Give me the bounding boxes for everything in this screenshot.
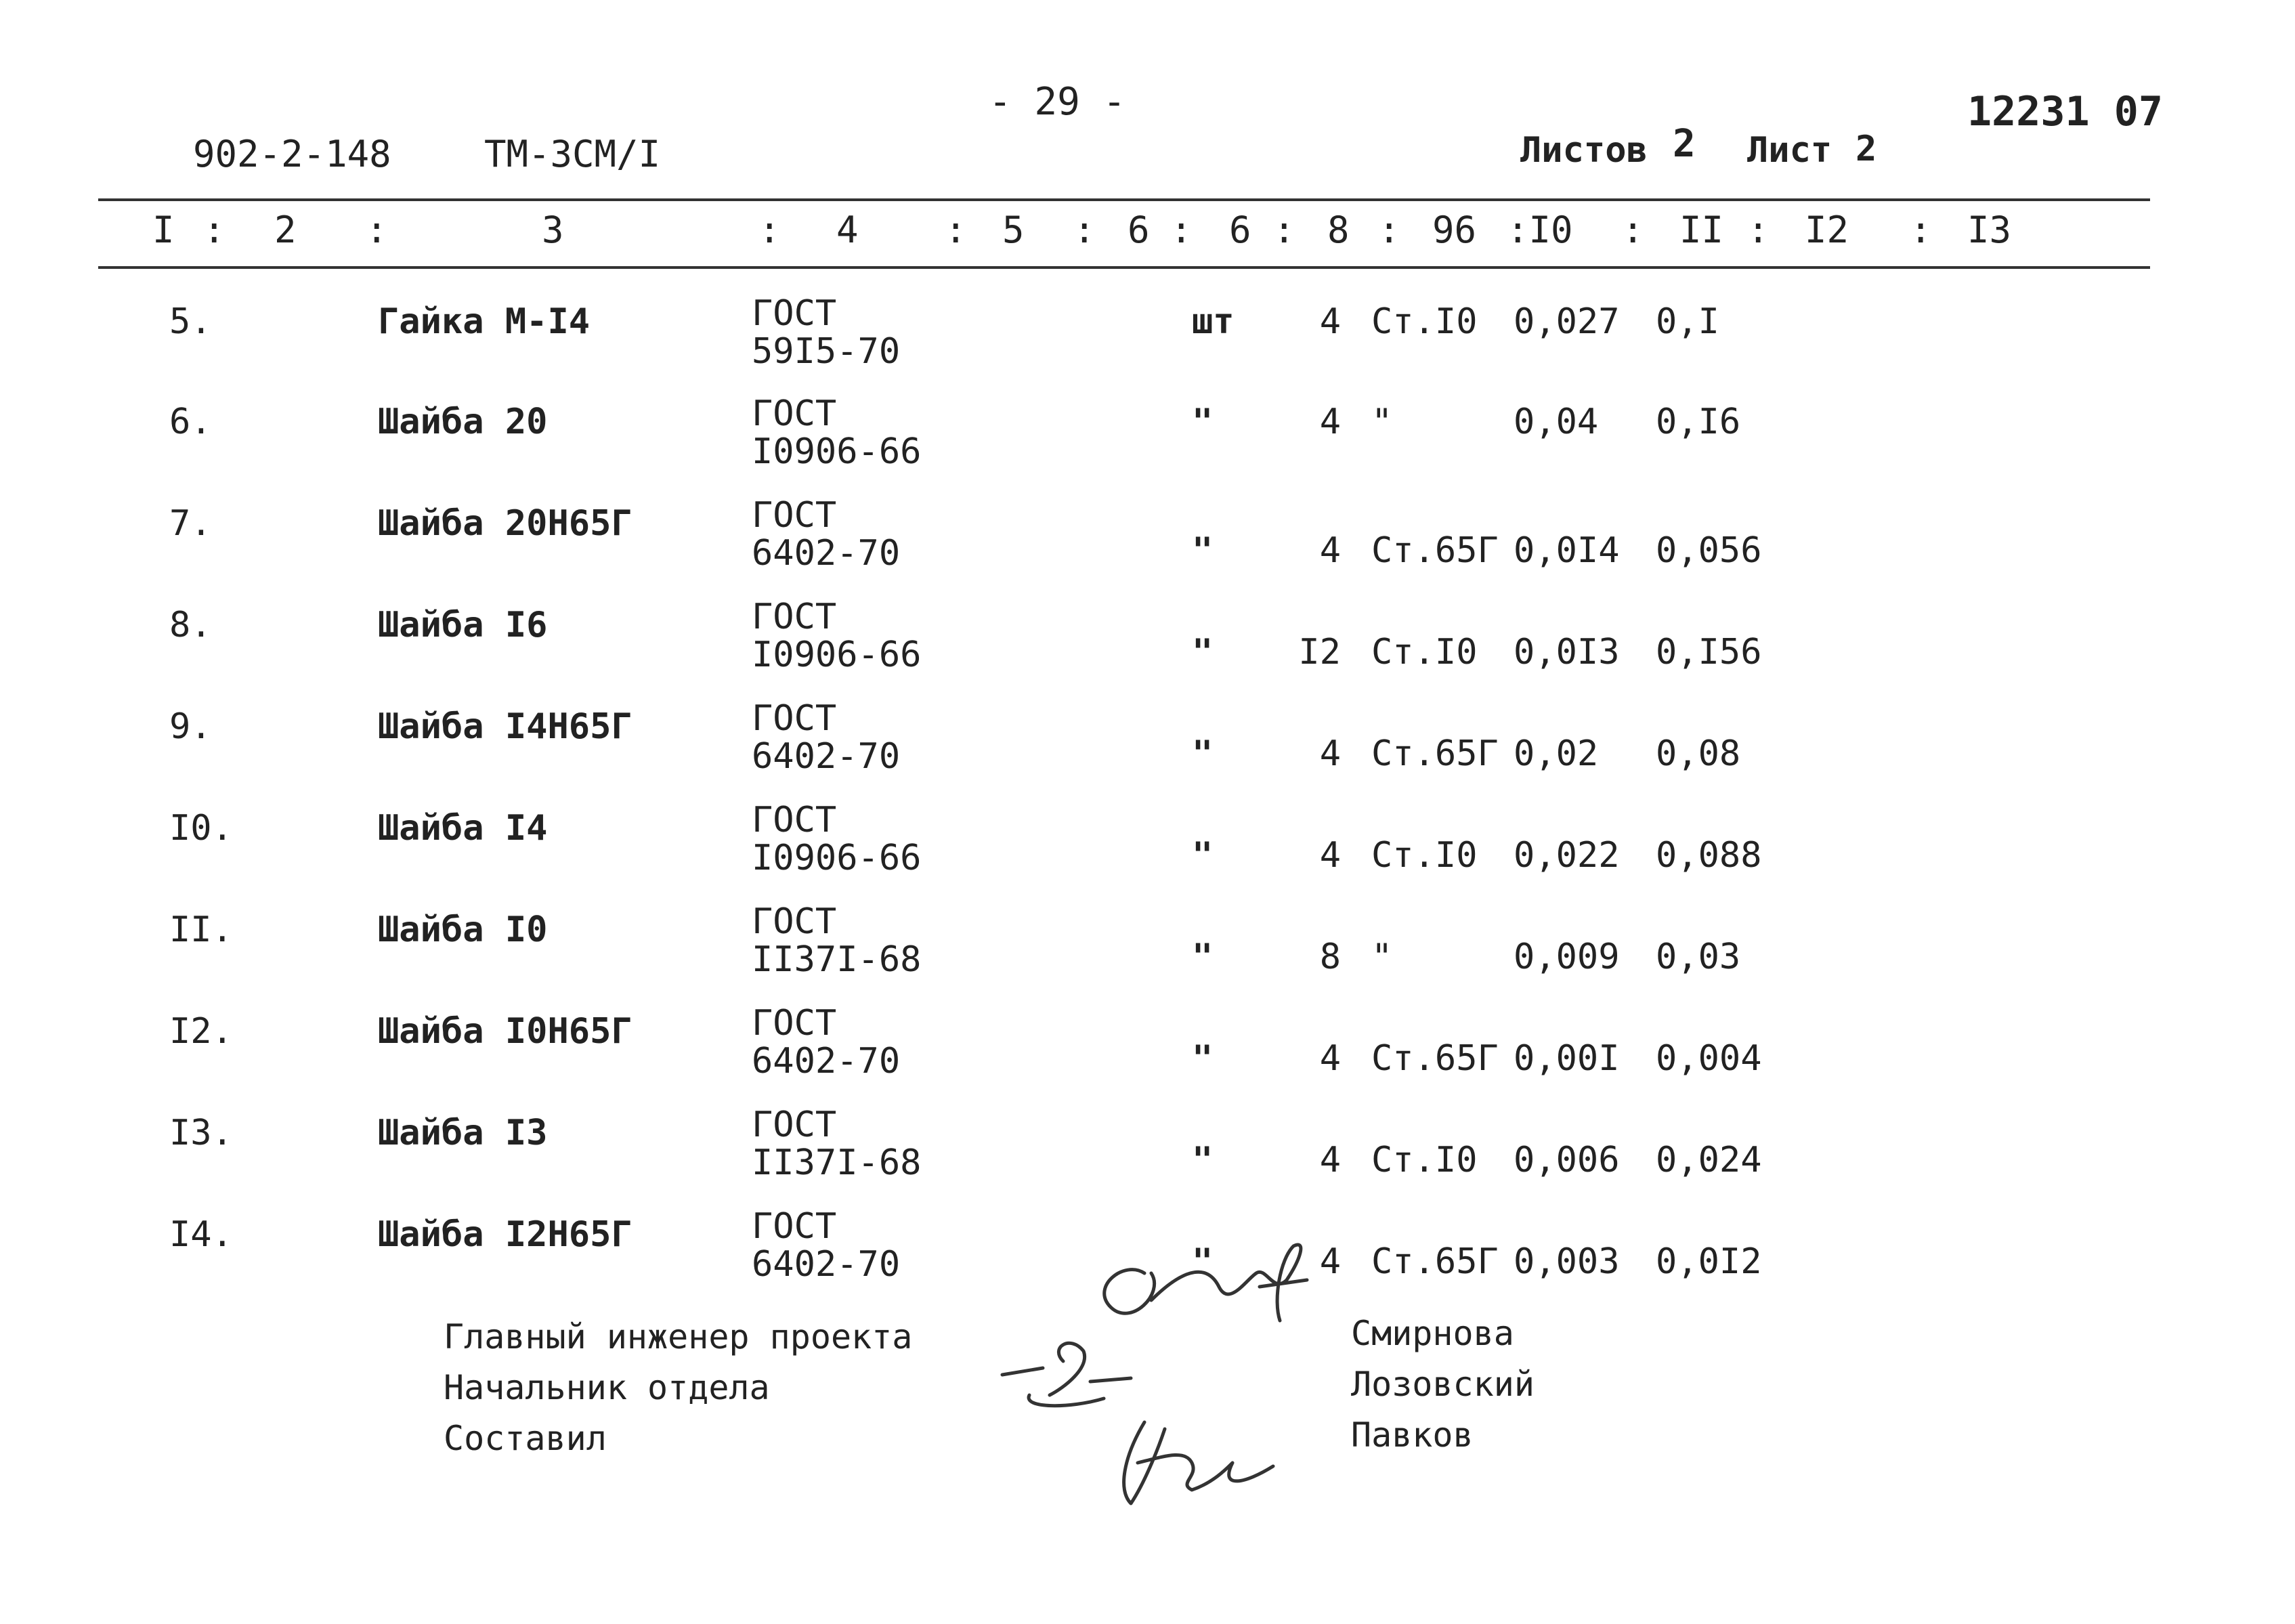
gost-standard [752, 295, 900, 370]
quantity: 4 [1319, 1241, 1341, 1282]
gost-number: I0906-66 [752, 431, 922, 472]
material: Ст.I0 [1371, 835, 1478, 876]
part-name: Шайба I2Н65Г [378, 1214, 632, 1255]
part-name: Шайба 20 [378, 402, 548, 442]
col-separator: : [1273, 209, 1295, 251]
sheet-label: Лист [1747, 130, 1832, 171]
col-separator: : [1378, 209, 1400, 251]
total-weight: 0,I56 [1656, 632, 1762, 672]
col-header-6: 6 [1128, 209, 1150, 251]
quantity: 4 [1319, 733, 1341, 774]
table-row [0, 901, 2295, 1004]
col-separator: : [1073, 209, 1096, 251]
gost-label: ГОСТ [752, 901, 837, 942]
gost-standard [752, 903, 921, 979]
gost-standard [752, 496, 900, 572]
gost-standard [752, 598, 921, 674]
col-separator: : [1910, 209, 1932, 251]
row-number: I0. [169, 808, 233, 849]
part-name: Гайка М-I4 [378, 301, 591, 342]
unit-weight: 0,02 [1514, 733, 1599, 774]
quantity: 4 [1319, 835, 1341, 876]
row-number: I4. [169, 1214, 233, 1255]
header-bottom-rule [98, 266, 2150, 269]
unit: " [1192, 733, 1214, 774]
doc-code: 902-2-148 [193, 133, 391, 175]
col-header-1: I [152, 209, 175, 251]
col-separator: : [758, 209, 781, 251]
unit: " [1192, 530, 1214, 571]
gost-number: II37I-68 [752, 1142, 922, 1183]
total-weight: 0,I [1656, 301, 1719, 342]
col-separator: : [1747, 209, 1769, 251]
gost-standard [752, 395, 921, 471]
gost-number: I0906-66 [752, 838, 922, 878]
quantity: 8 [1319, 937, 1341, 977]
gost-label: ГОСТ [752, 698, 837, 739]
material: Ст.65Г [1371, 1038, 1499, 1079]
gost-label: ГОСТ [752, 393, 837, 434]
col-header-8: 8 [1327, 209, 1350, 251]
col-header-5: 5 [1002, 209, 1025, 251]
total-weight: 0,03 [1656, 937, 1741, 977]
col-header-9: 96 [1432, 209, 1477, 251]
material: Ст.65Г [1371, 530, 1499, 571]
part-name: Шайба I4Н65Г [378, 706, 632, 747]
unit: " [1192, 1241, 1214, 1282]
gost-standard [752, 1004, 900, 1080]
gost-label: ГОСТ [752, 1003, 837, 1044]
unit-weight: 0,027 [1514, 301, 1620, 342]
material: Ст.I0 [1371, 1140, 1478, 1180]
gost-number: 6402-70 [752, 533, 901, 574]
sheets-label: Листов [1520, 130, 1648, 171]
signatory-name: Лозовский [1351, 1365, 1535, 1404]
handwritten-signatures [989, 1233, 1341, 1517]
unit-weight: 0,022 [1514, 835, 1620, 876]
table-row [0, 597, 2295, 700]
unit-weight: 0,04 [1514, 402, 1599, 442]
col-header-2: 2 [274, 209, 297, 251]
gost-label: ГОСТ [752, 597, 837, 637]
gost-label: ГОСТ [752, 1206, 837, 1247]
unit: " [1192, 1140, 1214, 1180]
row-number: II. [169, 910, 233, 950]
row-number: 7. [169, 503, 212, 544]
material: Ст.65Г [1371, 1241, 1499, 1282]
material: " [1371, 937, 1393, 977]
row-number: 9. [169, 706, 212, 747]
row-number: 5. [169, 301, 212, 342]
part-name: Шайба I0 [378, 910, 548, 950]
unit-weight: 0,003 [1514, 1241, 1620, 1282]
part-name: Шайба I3 [378, 1113, 548, 1153]
row-number: 8. [169, 605, 212, 645]
table-row [0, 1003, 2295, 1106]
signature-role: Главный инженер проекта [444, 1317, 913, 1356]
sheet-value: 2 [1856, 129, 1877, 169]
total-weight: 0,024 [1656, 1140, 1762, 1180]
quantity: 4 [1319, 1038, 1341, 1079]
unit: " [1192, 402, 1214, 442]
total-weight: 0,I6 [1656, 402, 1741, 442]
signature-role: Начальник отдела [444, 1368, 770, 1407]
col-separator: : [203, 209, 226, 251]
gost-label: ГОСТ [752, 293, 837, 334]
col-separator: : [945, 209, 967, 251]
gost-number: 59I5-70 [752, 331, 901, 372]
signature-role: Составил [444, 1419, 607, 1458]
total-weight: 0,08 [1656, 733, 1741, 774]
gost-number: 6402-70 [752, 736, 901, 777]
table-row [0, 495, 2295, 598]
gost-number: 6402-70 [752, 1041, 901, 1082]
row-number: 6. [169, 402, 212, 442]
col-header-7: 6 [1229, 209, 1251, 251]
col-separator: : [1170, 209, 1193, 251]
unit-weight: 0,006 [1514, 1140, 1620, 1180]
unit: шт [1192, 301, 1235, 342]
material: Ст.I0 [1371, 301, 1478, 342]
doc-series: ТМ-3СМ/І [484, 133, 661, 175]
gost-standard [752, 700, 900, 775]
col-header-4: 4 [836, 209, 859, 251]
table-row [0, 800, 2295, 903]
col-header-10: :I0 [1507, 209, 1573, 251]
signatory-name: Павков [1351, 1415, 1474, 1455]
unit-weight: 0,009 [1514, 937, 1620, 977]
col-header-11: II [1679, 209, 1724, 251]
signatory-name: Смирнова [1351, 1314, 1514, 1353]
gost-number: II37I-68 [752, 939, 922, 980]
total-weight: 0,088 [1656, 835, 1762, 876]
sheets-value: 2 [1673, 122, 1696, 166]
gost-label: ГОСТ [752, 495, 837, 536]
table-row [0, 293, 2295, 396]
col-separator: : [1622, 209, 1644, 251]
table-row [0, 1105, 2295, 1208]
table-row [0, 698, 2295, 801]
col-header-12: I2 [1805, 209, 1849, 251]
unit-weight: 0,0I3 [1514, 632, 1620, 672]
total-weight: 0,056 [1656, 530, 1762, 571]
col-header-13: I3 [1967, 209, 2012, 251]
unit-weight: 0,0I4 [1514, 530, 1620, 571]
gost-number: 6402-70 [752, 1244, 901, 1285]
part-name: Шайба I4 [378, 808, 548, 849]
quantity: 4 [1319, 1140, 1341, 1180]
gost-standard [752, 1208, 900, 1283]
gost-number: I0906-66 [752, 635, 922, 675]
total-weight: 0,0I2 [1656, 1241, 1762, 1282]
part-name: Шайба 20Н65Г [378, 503, 632, 544]
material: Ст.I0 [1371, 632, 1478, 672]
gost-label: ГОСТ [752, 800, 837, 840]
gost-label: ГОСТ [752, 1105, 837, 1145]
table-row [0, 393, 2295, 496]
col-header-3: 3 [542, 209, 564, 251]
quantity: I2 [1298, 632, 1341, 672]
row-number: I3. [169, 1113, 233, 1153]
unit: " [1192, 835, 1214, 876]
archive-stamp: 12231 07 [1967, 88, 2163, 135]
unit-weight: 0,00I [1514, 1038, 1620, 1079]
quantity: 4 [1319, 301, 1341, 342]
col-separator: : [366, 209, 388, 251]
part-name: Шайба I6 [378, 605, 548, 645]
material: " [1371, 402, 1393, 442]
quantity: 4 [1319, 530, 1341, 571]
material: Ст.65Г [1371, 733, 1499, 774]
unit: " [1192, 1038, 1214, 1079]
page-number: - 29 - [989, 80, 1126, 124]
gost-standard [752, 1106, 921, 1182]
quantity: 4 [1319, 402, 1341, 442]
gost-standard [752, 801, 921, 877]
header-top-rule [98, 198, 2150, 201]
unit: " [1192, 937, 1214, 977]
row-number: I2. [169, 1011, 233, 1052]
unit: " [1192, 632, 1214, 672]
total-weight: 0,004 [1656, 1038, 1762, 1079]
part-name: Шайба I0Н65Г [378, 1011, 632, 1052]
